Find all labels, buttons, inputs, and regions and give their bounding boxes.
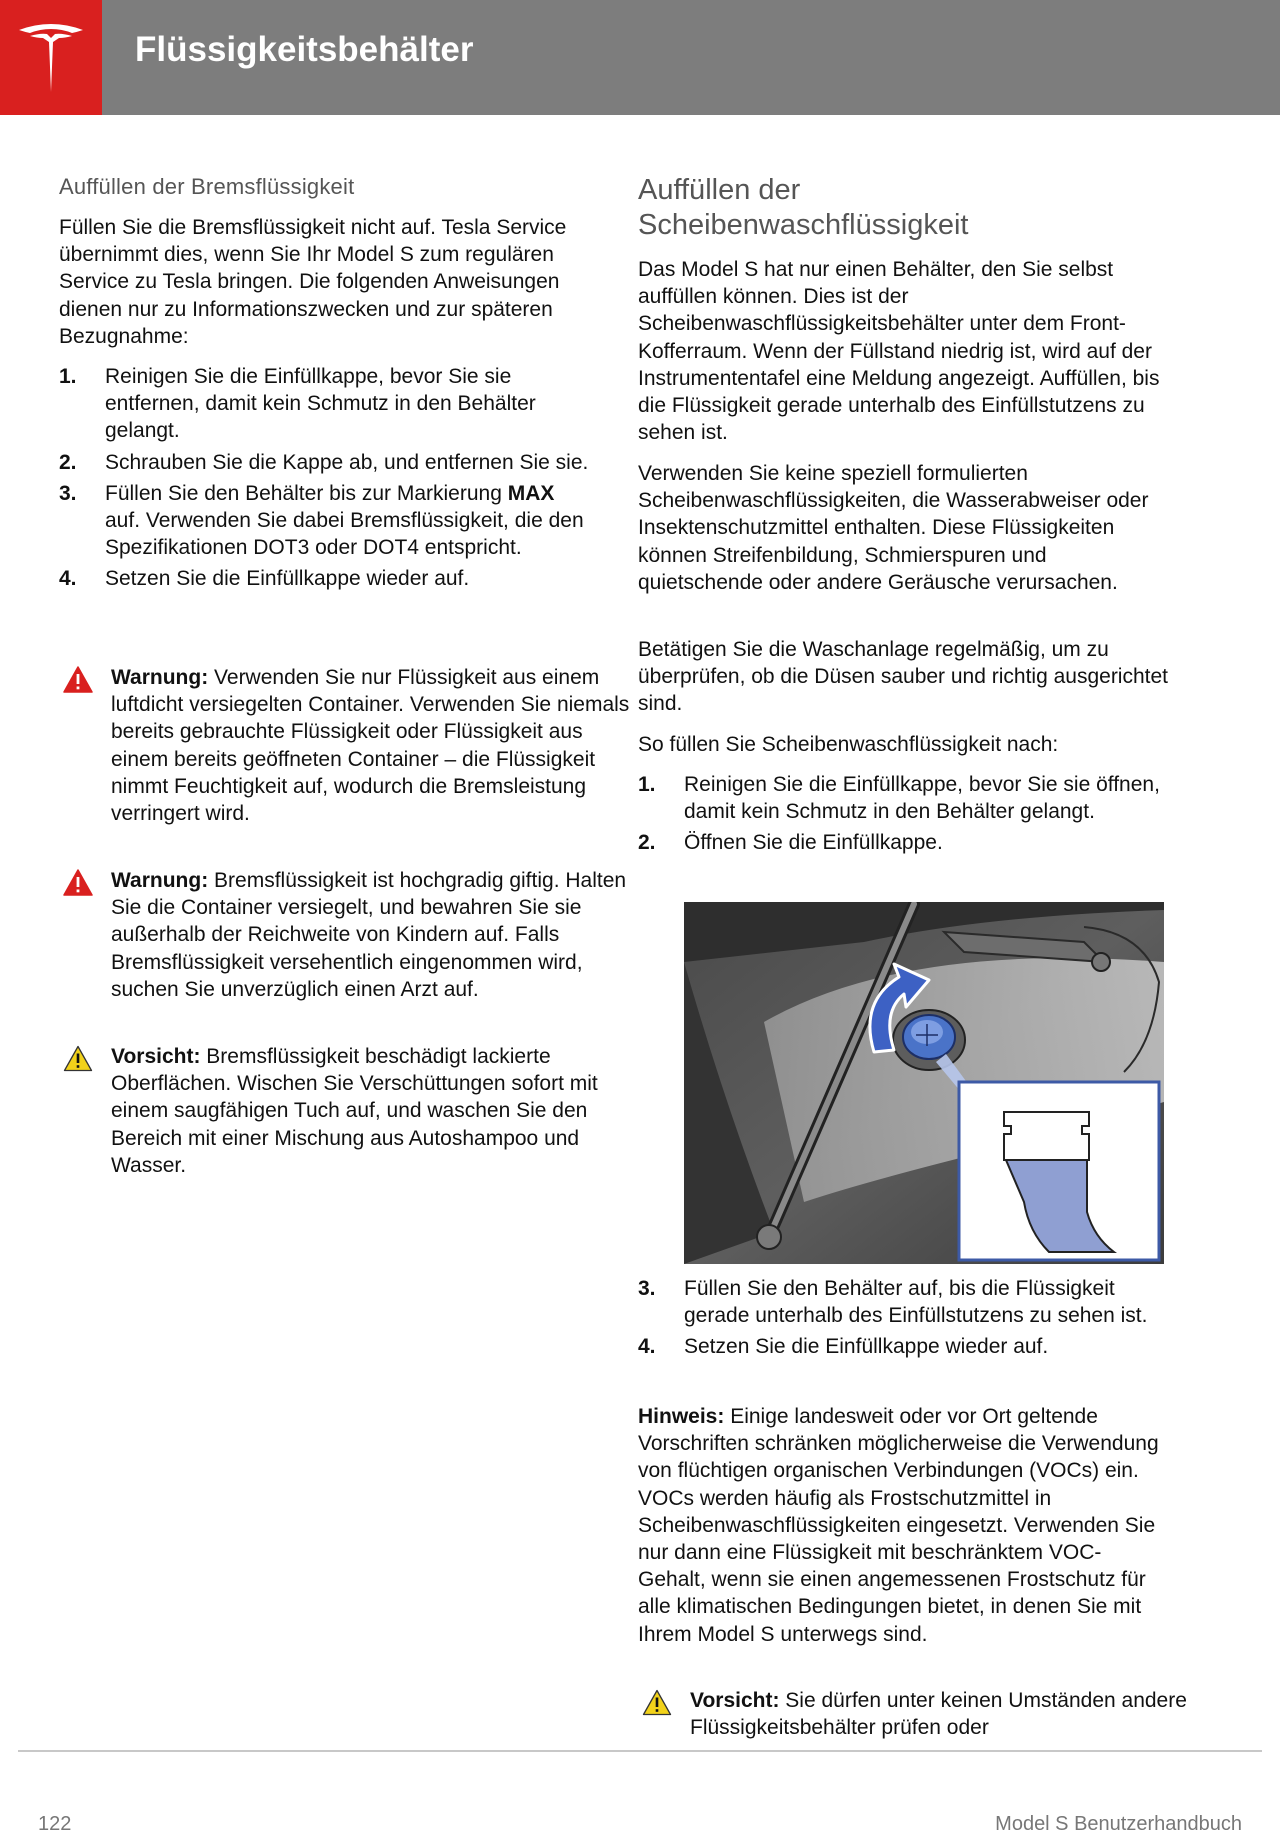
washer-reservoir-illustration: [684, 902, 1164, 1264]
caution-notice-right: Vorsicht: Sie dürfen unter keinen Umständen andere Flüssigkeitsbehälter prüfen oder: [638, 1687, 1212, 1741]
washer-paragraph-2: Verwenden Sie keine speziell formulierten Scheibenwaschflüssigkeiten, die Wasserabweiser oder Insektenschutzmittel enthalten. Diese Flüssigkeiten können Streifenbildung, Schmierspuren und quietschende oder andere Geräusche verursachen.: [638, 462, 1149, 594]
list-item: 3. Füllen Sie den Behälter bis zur Markierung MAX auf. Verwenden Sie dabei Bremsflüssigkeit, die den Spezifikationen DOT3 oder DOT4 entspricht.: [59, 481, 584, 560]
washer-steps-a: [638, 771, 1173, 861]
list-item: 2. Schrauben Sie die Kappe ab, und entfernen Sie sie.: [59, 450, 589, 474]
list-item: 4. Setzen Sie die Einfüllkappe wieder auf.: [59, 567, 470, 591]
brake-fluid-intro: Füllen Sie die Bremsflüssigkeit nicht auf. Tesla Service übernimmt dies, wenn Sie Ihr Model S zum regulären Service zu Tesla bringen. Die folgenden Anweisungen dienen nur zu Informationszwecken und zur späteren Bezugnahme:: [59, 216, 567, 348]
washer-steps-b: [638, 1275, 1173, 1365]
caution-triangle-icon: [63, 1045, 93, 1072]
warning-notice-1: Warnung: Verwenden Sie nur Flüssigkeit aus einem luftdicht versiegelten Container. Verwenden Sie niemals bereits gebrauchte Flüssigkeit oder Flüssigkeit aus einem bereits geöffneten Container – die Flüssigkeit nimmt Feuchtigkeit auf, wodurch die Bremsleistung verringert wird.: [59, 664, 633, 827]
warning-triangle-icon: [63, 666, 93, 693]
warning-triangle-icon: [63, 869, 93, 896]
washer-fluid-heading: Auffüllen der Scheibenwaschflüssigkeit: [638, 174, 969, 241]
page-number: 122: [38, 1813, 72, 1835]
washer-paragraph-4: So füllen Sie Scheibenwaschflüssigkeit nach:: [638, 733, 1059, 756]
washer-paragraph-3: Betätigen Sie die Waschanlage regelmäßig, um zu überprüfen, ob die Düsen sauber und richtig ausgerichtet sind.: [638, 638, 1169, 716]
warning-notice-2: Warnung: Bremsflüssigkeit ist hochgradig giftig. Halten Sie die Container versiegelt, und bewahren Sie sie außerhalb der Reichweite von Kindern auf. Falls Bremsflüssigkeit versehentlich eingenommen wird, suchen Sie unverzüglich einen Arzt auf.: [59, 867, 633, 1003]
brake-fluid-steps: [59, 363, 594, 597]
caution-triangle-icon: [642, 1689, 672, 1716]
caution-notice: Vorsicht: Bremsflüssigkeit beschädigt lackierte Oberflächen. Wischen Sie Verschüttungen sofort mit einem saugfähigen Tuch auf, und waschen Sie den Bereich mit einer Mischung aus Autoshampoo und Wasser.: [59, 1043, 633, 1179]
footer-divider: [18, 1750, 1262, 1752]
list-item: 3. Füllen Sie den Behälter auf, bis die Flüssigkeit gerade unterhalb des Einfüllstutzens zu sehen ist.: [638, 1277, 1148, 1328]
list-item: 1. Reinigen Sie die Einfüllkappe, bevor Sie sie entfernen, damit kein Schmutz in den Behälter gelangt.: [59, 365, 536, 443]
voc-note: Hinweis: Einige landesweit oder vor Ort geltende Vorschriften schränken möglicherweise die Verwendung von flüchtigen organischen Verbindungen (VOCs) ein. VOCs werden häufig als Frostschutzmittel in Scheibenwaschflüssigkeiten eingesetzt. Verwenden Sie nur dann eine Flüssigkeit mit beschränktem VOC-Gehalt, wenn sie einen angemessenen Frostschutz für alle klimatischen Bedingungen bietet, in denen Sie mit Ihrem Model S unterwegs sind.: [638, 1405, 1159, 1646]
washer-paragraph-1: Das Model S hat nur einen Behälter, den Sie selbst auffüllen können. Dies ist der Scheibenwaschflüssigkeitsbehälter unter dem Front-Kofferraum. Wenn der Füllstand niedrig ist, wird auf der Instrumententafel eine Meldung angezeigt. Auffüllen, bis die Flüssigkeit gerade unterhalb des Einfüllstutzens zu sehen ist.: [638, 258, 1160, 445]
list-item: 1. Reinigen Sie die Einfüllkappe, bevor Sie sie öffnen, damit kein Schmutz in den Behälter gelangt.: [638, 773, 1160, 824]
tesla-logo: [0, 0, 102, 115]
page-title: Flüssigkeitsbehälter: [135, 30, 474, 69]
manual-title: Model S Benutzerhandbuch: [995, 1813, 1242, 1835]
list-item: 2. Öffnen Sie die Einfüllkappe.: [638, 831, 943, 855]
page-header: [0, 0, 1280, 115]
brake-fluid-heading: Auffüllen der Bremsflüssigkeit: [59, 174, 355, 199]
tesla-logo-icon: [17, 20, 85, 92]
list-item: 4. Setzen Sie die Einfüllkappe wieder auf.: [638, 1335, 1049, 1359]
